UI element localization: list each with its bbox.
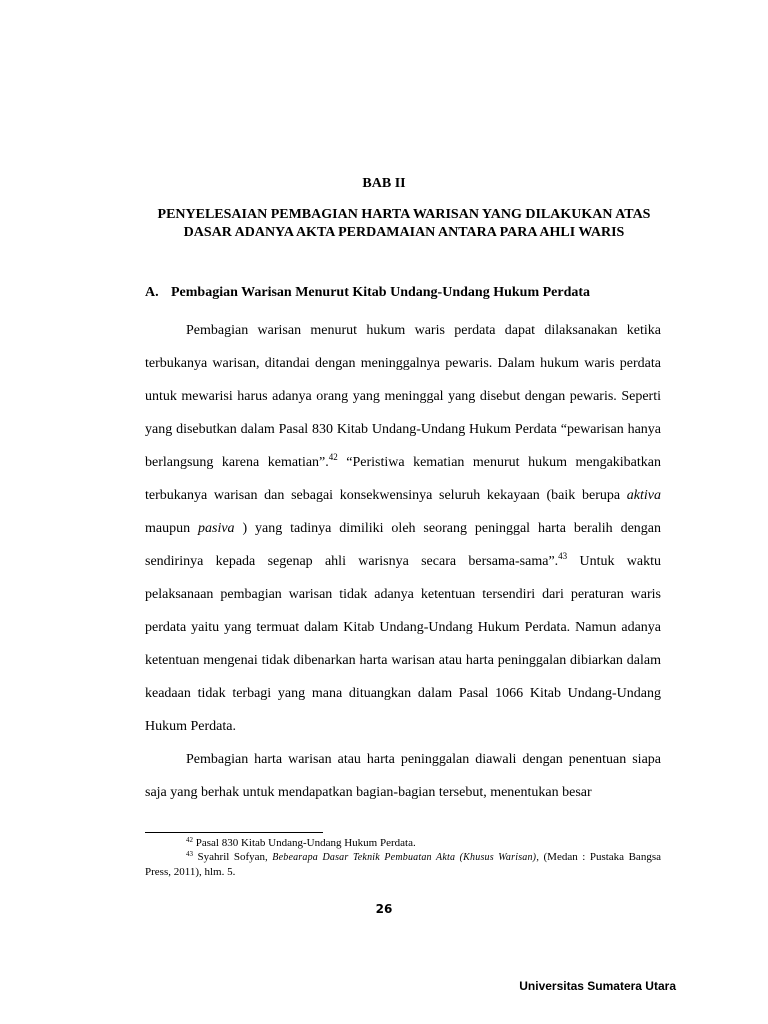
footnote-43-book-title: Bebearapa Dasar Teknik Pembuatan Akta (Khusus Warisan) bbox=[272, 852, 537, 863]
term-pasiva: pasiva bbox=[198, 521, 235, 536]
footnote-42-number: 42 bbox=[186, 836, 193, 844]
paragraph-1-text-a: Pembagian warisan menurut hukum waris perdata dapat dilaksanakan ketika terbukanya warisan, ditandai dengan meninggalnya pewaris. Dalam hukum waris perdata untuk mewarisi harus adanya orang yang meninggal yang disebut dengan pewaris. Seperti yang disebutkan dalam Pasal 830 Kitab Undang-Undang Hukum Perdata “pewarisan hanya berlangsung karena kematian”. bbox=[145, 323, 661, 470]
paragraph-2: Pembagian harta warisan atau harta peninggalan diawali dengan penentuan siapa saja yang berhak untuk mendapatkan bagian-bagian tersebut, menentukan besar bbox=[145, 752, 661, 800]
section-heading bbox=[145, 285, 665, 301]
footnotes bbox=[145, 836, 661, 879]
university-footer: Universitas Sumatera Utara bbox=[519, 979, 676, 993]
page-number: 26 bbox=[375, 902, 393, 916]
footnote-42 bbox=[145, 836, 661, 850]
paragraph-1-text-c: maupun bbox=[145, 521, 198, 536]
section-title: Pembagian Warisan Menurut Kitab Undang-Undang Hukum Perdata bbox=[171, 285, 591, 300]
footnote-ref-43: 43 bbox=[558, 551, 568, 561]
footnote-ref-42: 42 bbox=[328, 452, 338, 462]
footnote-42-text: Pasal 830 Kitab Undang-Undang Hukum Perdata. bbox=[193, 837, 416, 849]
paragraph-1 bbox=[145, 314, 661, 743]
section-number: A. bbox=[145, 285, 159, 300]
paragraph-1-text-b: “Peristiwa kematian menurut hukum mengakibatkan terbukanya warisan dan sebagai konsekwensinya seluruh kekayaan (baik berupa bbox=[145, 455, 661, 503]
paragraph-1-text-e: Untuk waktu pelaksanaan pembagian warisan tidak adanya ketentuan tersendiri dari peraturan waris perdata yaitu yang termuat dalam Kitab Undang-Undang Hukum Perdata. Namun adanya ketentuan mengenai tidak dibenarkan harta warisan atau harta peninggalan dibiarkan dalam keadaan tidak terbagi yang mana dituangkan dalam Pasal 1066 Kitab Undang-Undang Hukum Perdata. bbox=[145, 554, 661, 734]
footnote-43-text-a: Syahril Sofyan, bbox=[193, 851, 273, 863]
chapter-title: PENYELESAIAN PEMBAGIAN HARTA WARISAN YANG DILAKUKAN ATAS DASAR ADANYA AKTA PERDAMAIAN ANTARA PARA AHLI WARIS bbox=[157, 207, 651, 240]
paragraph-1-text-d: ) yang tadinya dimiliki oleh seorang peninggal harta beralih dengan sendirinya kepada segenap ahli warisnya secara bersama-sama”. bbox=[145, 521, 662, 569]
footnote-43-text-b: , (Medan : Pustaka Bangsa Press, 2011), hlm. 5. bbox=[145, 851, 661, 878]
footnote-43-number: 43 bbox=[186, 850, 193, 858]
body-text bbox=[145, 314, 661, 809]
footnote-divider bbox=[145, 832, 323, 833]
term-aktiva: aktiva bbox=[626, 488, 661, 503]
footnote-43 bbox=[145, 850, 661, 879]
chapter-heading: BAB II bbox=[362, 176, 406, 191]
